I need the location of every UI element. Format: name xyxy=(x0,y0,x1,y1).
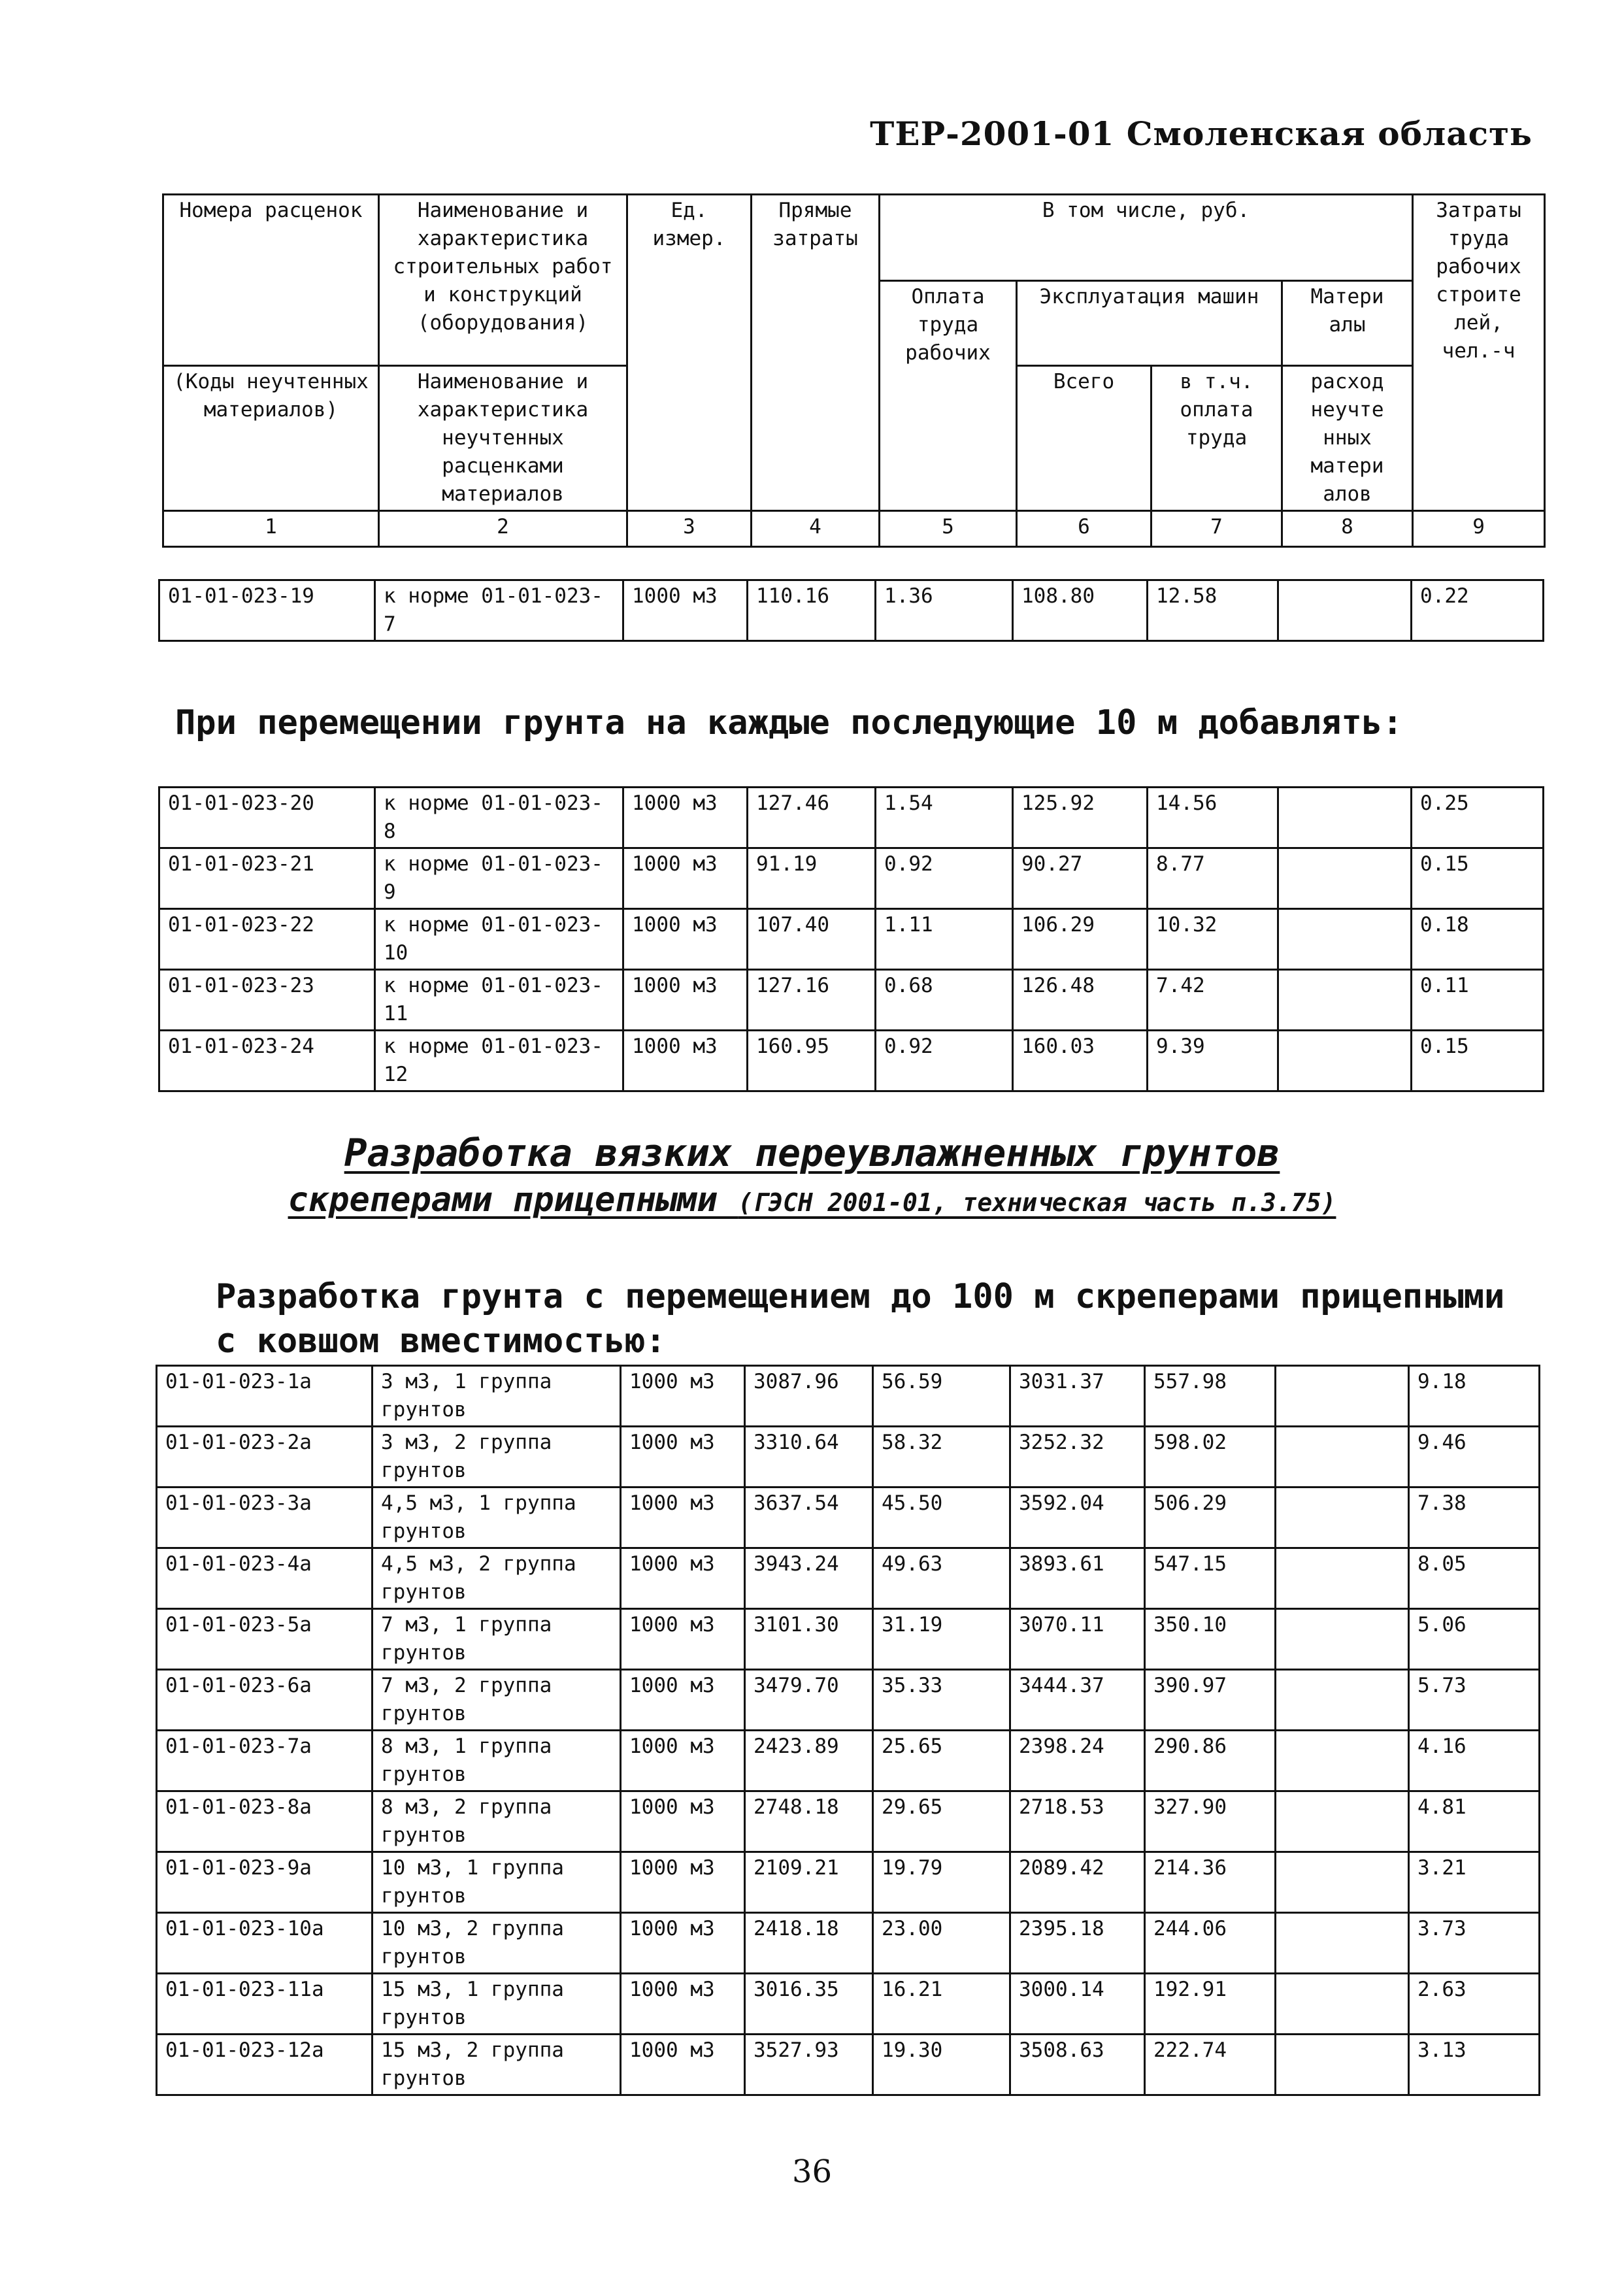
rate-materials xyxy=(1276,1427,1409,1488)
rate-machines: 3444.37 xyxy=(1010,1670,1145,1731)
rate-name: 15 м3, 2 группа грунтов xyxy=(373,2035,621,2095)
rate-labor: 19.79 xyxy=(873,1852,1010,1913)
rate-unit: 1000 м3 xyxy=(621,1670,745,1731)
section-heading-scrapers: Разработка грунта с перемещением до 100 м скреперами прицепными с ковшом вместимостью: xyxy=(216,1277,1505,1361)
section-title-main: скреперами прицепными xyxy=(288,1180,718,1220)
rate-labor: 25.65 xyxy=(873,1731,1010,1791)
rate-direct: 3310.64 xyxy=(745,1427,873,1488)
rate-direct: 3479.70 xyxy=(745,1670,873,1731)
rate-direct: 2109.21 xyxy=(745,1852,873,1913)
rate-unit: 1000 м3 xyxy=(623,848,748,909)
rate-hours: 9.46 xyxy=(1409,1427,1540,1488)
rate-labor: 1.54 xyxy=(876,788,1013,848)
column-number: 7 xyxy=(1152,511,1282,547)
rate-unit: 1000 м3 xyxy=(621,1852,745,1913)
table-row xyxy=(157,1974,1540,2035)
rate-hours: 0.18 xyxy=(1412,909,1544,970)
rate-machine-labor: 10.32 xyxy=(1148,909,1278,970)
rate-direct: 127.46 xyxy=(748,788,876,848)
header-labor-pay: Оплата труда рабочих xyxy=(880,281,1017,511)
table-row xyxy=(159,580,1544,641)
rate-unit: 1000 м3 xyxy=(621,1974,745,2035)
section-title-line2 xyxy=(0,1176,1624,1226)
rate-direct: 2748.18 xyxy=(745,1791,873,1852)
rate-materials xyxy=(1278,580,1412,641)
rate-machines: 3893.61 xyxy=(1010,1548,1145,1609)
rate-name: 10 м3, 2 группа грунтов xyxy=(373,1913,621,1974)
rate-hours: 0.25 xyxy=(1412,788,1544,848)
rate-unit: 1000 м3 xyxy=(621,1791,745,1852)
rate-machine-labor: 327.90 xyxy=(1145,1791,1276,1852)
column-number: 4 xyxy=(752,511,880,547)
table-row xyxy=(157,1791,1540,1852)
rate-name: к норме 01-01-023-10 xyxy=(375,909,623,970)
rate-hours: 0.22 xyxy=(1412,580,1544,641)
rate-materials xyxy=(1278,1031,1412,1091)
rate-hours: 3.21 xyxy=(1409,1852,1540,1913)
rate-machine-labor: 222.74 xyxy=(1145,2035,1276,2095)
rate-materials xyxy=(1278,970,1412,1031)
rate-name: 15 м3, 1 группа грунтов xyxy=(373,1974,621,2035)
header-including: В том числе, руб. xyxy=(880,195,1413,281)
table-row xyxy=(159,970,1544,1031)
rate-machines: 125.92 xyxy=(1013,788,1148,848)
rate-hours: 3.73 xyxy=(1409,1913,1540,1974)
rate-labor: 0.92 xyxy=(876,848,1013,909)
table-row xyxy=(159,1031,1544,1091)
rate-name: 7 м3, 2 группа грунтов xyxy=(373,1670,621,1731)
rate-code: 01-01-023-9а xyxy=(157,1852,373,1913)
rate-unit: 1000 м3 xyxy=(623,1031,748,1091)
rate-machine-labor: 390.97 xyxy=(1145,1670,1276,1731)
rates-table-c xyxy=(156,1365,1540,2096)
rate-machine-labor: 557.98 xyxy=(1145,1366,1276,1427)
rate-direct: 2423.89 xyxy=(745,1731,873,1791)
rate-hours: 0.11 xyxy=(1412,970,1544,1031)
rate-direct: 3016.35 xyxy=(745,1974,873,2035)
rate-code: 01-01-023-6а xyxy=(157,1670,373,1731)
rate-materials xyxy=(1278,788,1412,848)
section-heading-additional: При перемещении грунта на каждые последующие 10 м добавлять: xyxy=(175,703,1403,742)
rate-code: 01-01-023-23 xyxy=(159,970,375,1031)
rate-machine-labor: 547.15 xyxy=(1145,1548,1276,1609)
rate-code: 01-01-023-20 xyxy=(159,788,375,848)
rate-unit: 1000 м3 xyxy=(621,1609,745,1670)
section-title-reference: (ГЭСН 2001-01, техническая часть п.3.75) xyxy=(738,1188,1336,1217)
table-row xyxy=(157,1913,1540,1974)
rate-machine-labor: 14.56 xyxy=(1148,788,1278,848)
rate-direct: 91.19 xyxy=(748,848,876,909)
rate-labor: 45.50 xyxy=(873,1488,1010,1548)
rate-name: к норме 01-01-023-11 xyxy=(375,970,623,1031)
rate-direct: 2418.18 xyxy=(745,1913,873,1974)
rate-direct: 127.16 xyxy=(748,970,876,1031)
rate-unit: 1000 м3 xyxy=(621,1366,745,1427)
rate-labor: 23.00 xyxy=(873,1913,1010,1974)
rate-name: 3 м3, 2 группа грунтов xyxy=(373,1427,621,1488)
column-number: 1 xyxy=(163,511,379,547)
table-row xyxy=(157,2035,1540,2095)
rate-hours: 2.63 xyxy=(1409,1974,1540,2035)
rate-code: 01-01-023-8а xyxy=(157,1791,373,1852)
rate-machines: 3252.32 xyxy=(1010,1427,1145,1488)
table-row xyxy=(157,1366,1540,1427)
rate-materials xyxy=(1276,1609,1409,1670)
rate-code: 01-01-023-1а xyxy=(157,1366,373,1427)
rate-machine-labor: 350.10 xyxy=(1145,1609,1276,1670)
page-header-title: ТЕР-2001-01 Смоленская область xyxy=(870,114,1533,153)
rate-direct: 107.40 xyxy=(748,909,876,970)
rate-machine-labor: 9.39 xyxy=(1148,1031,1278,1091)
column-number: 6 xyxy=(1017,511,1152,547)
rate-unit: 1000 м3 xyxy=(621,1488,745,1548)
rates-table-a xyxy=(158,579,1544,642)
rate-labor: 16.21 xyxy=(873,1974,1010,2035)
column-number: 5 xyxy=(880,511,1017,547)
rate-materials xyxy=(1276,1731,1409,1791)
rate-materials xyxy=(1278,909,1412,970)
header-work-name: Наименование и характеристика строительных работ и конструкций (оборудования) xyxy=(379,195,627,366)
rate-machines: 2398.24 xyxy=(1010,1731,1145,1791)
rate-labor: 35.33 xyxy=(873,1670,1010,1731)
rate-machine-labor: 12.58 xyxy=(1148,580,1278,641)
rate-machines: 2089.42 xyxy=(1010,1852,1145,1913)
rate-code: 01-01-023-3а xyxy=(157,1488,373,1548)
rate-hours: 7.38 xyxy=(1409,1488,1540,1548)
table-row xyxy=(157,1609,1540,1670)
rate-labor: 0.92 xyxy=(876,1031,1013,1091)
rate-machines: 3508.63 xyxy=(1010,2035,1145,2095)
table-row xyxy=(159,848,1544,909)
rate-code: 01-01-023-12а xyxy=(157,2035,373,2095)
rate-unit: 1000 м3 xyxy=(623,580,748,641)
rate-name: к норме 01-01-023-9 xyxy=(375,848,623,909)
header-labor-hours: Затраты труда рабочих строите лей, чел.-ч xyxy=(1413,195,1545,511)
rate-name: к норме 01-01-023-8 xyxy=(375,788,623,848)
rate-labor: 0.68 xyxy=(876,970,1013,1031)
rate-hours: 4.16 xyxy=(1409,1731,1540,1791)
rate-machines: 2718.53 xyxy=(1010,1791,1145,1852)
rate-hours: 5.06 xyxy=(1409,1609,1540,1670)
rate-labor: 29.65 xyxy=(873,1791,1010,1852)
rate-machines: 3070.11 xyxy=(1010,1609,1145,1670)
rate-unit: 1000 м3 xyxy=(621,1427,745,1488)
rate-materials xyxy=(1276,1852,1409,1913)
rate-direct: 3637.54 xyxy=(745,1488,873,1548)
rate-code: 01-01-023-22 xyxy=(159,909,375,970)
table-row xyxy=(157,1427,1540,1488)
column-number: 2 xyxy=(379,511,627,547)
rate-machine-labor: 8.77 xyxy=(1148,848,1278,909)
rate-materials xyxy=(1278,848,1412,909)
table-row xyxy=(157,1488,1540,1548)
rate-materials xyxy=(1276,1488,1409,1548)
rate-name: 8 м3, 1 группа грунтов xyxy=(373,1731,621,1791)
rate-labor: 49.63 xyxy=(873,1548,1010,1609)
column-number: 9 xyxy=(1413,511,1545,547)
header-material-consumption: расход неучте нных матери алов xyxy=(1282,366,1413,511)
rate-unit: 1000 м3 xyxy=(623,909,748,970)
rate-machines: 106.29 xyxy=(1013,909,1148,970)
header-codes: Номера расценок xyxy=(163,195,379,366)
rate-code: 01-01-023-11а xyxy=(157,1974,373,2035)
rate-labor: 1.11 xyxy=(876,909,1013,970)
rate-unit: 1000 м3 xyxy=(621,1548,745,1609)
rate-name: 3 м3, 1 группа грунтов xyxy=(373,1366,621,1427)
rate-labor: 58.32 xyxy=(873,1427,1010,1488)
table-row xyxy=(157,1548,1540,1609)
rate-name: 8 м3, 2 группа грунтов xyxy=(373,1791,621,1852)
rate-direct: 160.95 xyxy=(748,1031,876,1091)
rate-code: 01-01-023-24 xyxy=(159,1031,375,1091)
rate-machines: 3000.14 xyxy=(1010,1974,1145,2035)
rate-unit: 1000 м3 xyxy=(621,2035,745,2095)
section-title-line1: Разработка вязких переувлажненных грунтов xyxy=(344,1131,1280,1175)
column-number: 3 xyxy=(627,511,752,547)
header-unit: Ед. измер. xyxy=(627,195,752,511)
rate-unit: 1000 м3 xyxy=(621,1731,745,1791)
rate-code: 01-01-023-2а xyxy=(157,1427,373,1488)
rate-materials xyxy=(1276,1791,1409,1852)
rate-name: к норме 01-01-023-12 xyxy=(375,1031,623,1091)
rate-labor: 31.19 xyxy=(873,1609,1010,1670)
rate-name: к норме 01-01-023-7 xyxy=(375,580,623,641)
rate-hours: 0.15 xyxy=(1412,848,1544,909)
rate-labor: 56.59 xyxy=(873,1366,1010,1427)
rate-machines: 90.27 xyxy=(1013,848,1148,909)
rate-machines: 2395.18 xyxy=(1010,1913,1145,1974)
rate-code: 01-01-023-5а xyxy=(157,1609,373,1670)
rate-code: 01-01-023-19 xyxy=(159,580,375,641)
rate-machines: 108.80 xyxy=(1013,580,1148,641)
rate-machines: 3031.37 xyxy=(1010,1366,1145,1427)
rate-machines: 3592.04 xyxy=(1010,1488,1145,1548)
rate-code: 01-01-023-4а xyxy=(157,1548,373,1609)
rate-code: 01-01-023-21 xyxy=(159,848,375,909)
rate-name: 4,5 м3, 2 группа грунтов xyxy=(373,1548,621,1609)
rate-materials xyxy=(1276,1670,1409,1731)
rate-name: 7 м3, 1 группа грунтов xyxy=(373,1609,621,1670)
rate-unit: 1000 м3 xyxy=(623,788,748,848)
header-direct-costs: Прямые затраты xyxy=(752,195,880,511)
header-materials: Матери алы xyxy=(1282,281,1413,366)
rate-hours: 9.18 xyxy=(1409,1366,1540,1427)
rate-materials xyxy=(1276,1548,1409,1609)
table-row xyxy=(159,788,1544,848)
header-machines: Эксплуатация машин xyxy=(1017,281,1282,366)
rate-unit: 1000 м3 xyxy=(621,1913,745,1974)
rate-materials xyxy=(1276,1913,1409,1974)
rate-labor: 1.36 xyxy=(876,580,1013,641)
rate-machines: 126.48 xyxy=(1013,970,1148,1031)
page-number: 36 xyxy=(791,2153,833,2190)
rate-machine-labor: 598.02 xyxy=(1145,1427,1276,1488)
rate-unit: 1000 м3 xyxy=(623,970,748,1031)
header-material-codes: (Коды неучтенных материалов) xyxy=(163,366,379,511)
rate-labor: 19.30 xyxy=(873,2035,1010,2095)
rate-materials xyxy=(1276,1974,1409,2035)
column-header-table xyxy=(162,193,1546,548)
rate-materials xyxy=(1276,1366,1409,1427)
column-number: 8 xyxy=(1282,511,1413,547)
rate-direct: 3527.93 xyxy=(745,2035,873,2095)
rate-machine-labor: 506.29 xyxy=(1145,1488,1276,1548)
header-material-name: Наименование и характеристика неучтенных расценками материалов xyxy=(379,366,627,511)
header-machines-total: Всего xyxy=(1017,366,1152,511)
rate-code: 01-01-023-7а xyxy=(157,1731,373,1791)
rate-name: 10 м3, 1 группа грунтов xyxy=(373,1852,621,1913)
rate-machine-labor: 7.42 xyxy=(1148,970,1278,1031)
rate-machine-labor: 214.36 xyxy=(1145,1852,1276,1913)
rate-direct: 3101.30 xyxy=(745,1609,873,1670)
table-row xyxy=(157,1852,1540,1913)
rate-hours: 3.13 xyxy=(1409,2035,1540,2095)
header-machines-labor: в т.ч. оплата труда xyxy=(1152,366,1282,511)
table-row xyxy=(159,909,1544,970)
table-row xyxy=(157,1731,1540,1791)
rate-name: 4,5 м3, 1 группа грунтов xyxy=(373,1488,621,1548)
rate-machines: 160.03 xyxy=(1013,1031,1148,1091)
rate-hours: 5.73 xyxy=(1409,1670,1540,1731)
rate-machine-labor: 290.86 xyxy=(1145,1731,1276,1791)
rate-machine-labor: 244.06 xyxy=(1145,1913,1276,1974)
rate-materials xyxy=(1276,2035,1409,2095)
rate-hours: 8.05 xyxy=(1409,1548,1540,1609)
rates-table-b xyxy=(158,786,1544,1092)
rate-direct: 110.16 xyxy=(748,580,876,641)
rate-machine-labor: 192.91 xyxy=(1145,1974,1276,2035)
rate-direct: 3943.24 xyxy=(745,1548,873,1609)
rate-hours: 4.81 xyxy=(1409,1791,1540,1852)
table-row xyxy=(157,1670,1540,1731)
rate-direct: 3087.96 xyxy=(745,1366,873,1427)
rate-hours: 0.15 xyxy=(1412,1031,1544,1091)
rate-code: 01-01-023-10а xyxy=(157,1913,373,1974)
